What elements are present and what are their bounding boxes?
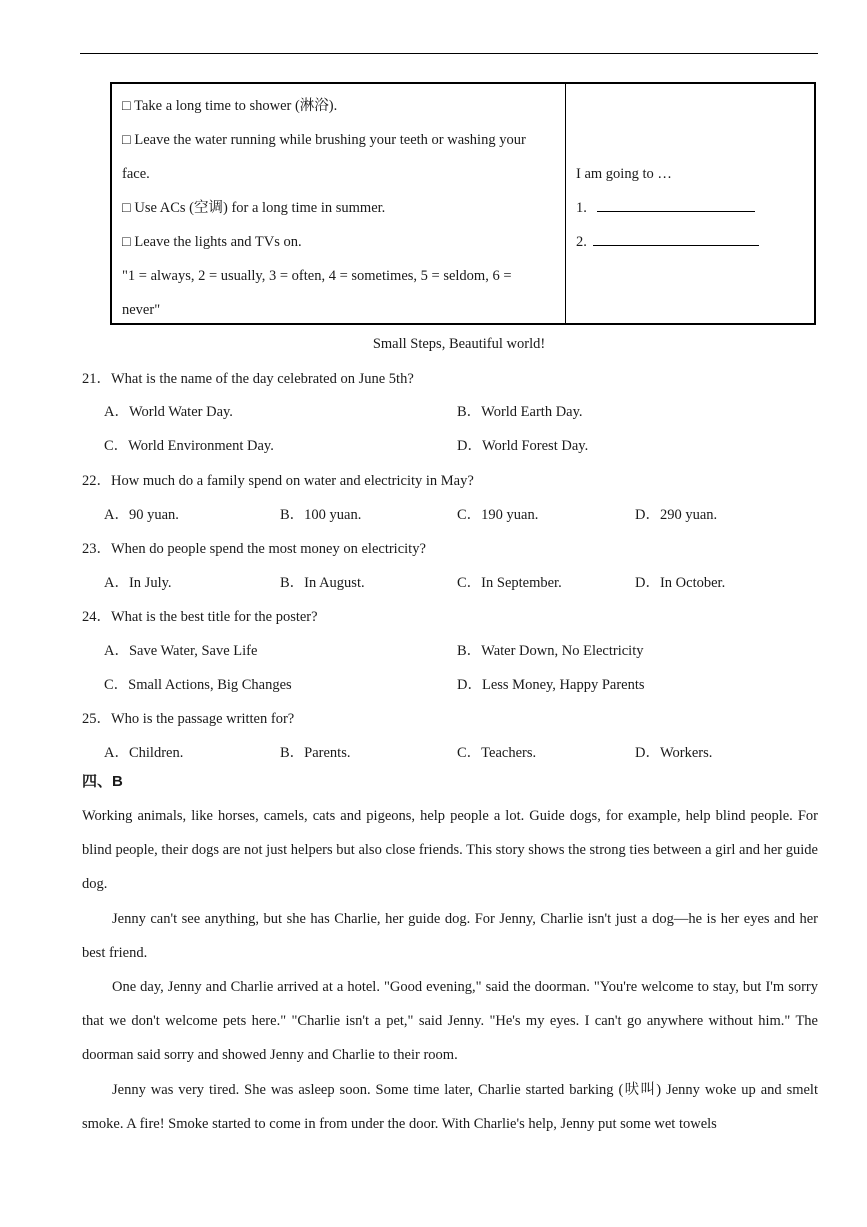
question-text: When do people spend the most money on electricity? xyxy=(111,541,426,557)
option-d[interactable]: D．In October. xyxy=(635,575,726,591)
habit-line: face. xyxy=(122,166,150,182)
fill-in-blank[interactable] xyxy=(597,197,755,212)
reading-passage xyxy=(82,799,818,1141)
plan-item-number: 2. xyxy=(576,234,587,250)
option-a[interactable]: A．In July. xyxy=(104,575,172,591)
survey-plan-cell xyxy=(576,157,806,259)
option-a[interactable]: A．Children. xyxy=(104,745,184,761)
option-c[interactable]: C．Small Actions, Big Changes xyxy=(104,677,292,693)
plan-item-2 xyxy=(576,225,806,259)
plan-intro: I am going to … xyxy=(576,166,672,182)
option-c[interactable]: C．World Environment Day. xyxy=(104,438,274,454)
question-number: 25． xyxy=(82,711,111,727)
survey-habits-cell xyxy=(122,89,566,327)
question-22 xyxy=(82,470,474,492)
passage-paragraph: Working animals, like horses, camels, cats and pigeons, help people a lot. Guide dogs, for example, help blind people. For blind people, their dogs are not just helpers but also close friends. This story shows the strong ties between a girl and her guide dog. xyxy=(82,808,818,893)
question-number: 23． xyxy=(82,541,111,557)
option-a[interactable]: A．Save Water, Save Life xyxy=(104,643,258,659)
habit-line: □ Leave the lights and TVs on. xyxy=(122,234,302,250)
question-text: What is the best title for the poster? xyxy=(111,609,318,625)
passage-paragraph: Jenny can't see anything, but she has Charlie, her guide dog. For Jenny, Charlie isn't just a dog—he is her eyes and her best friend. xyxy=(82,910,818,961)
option-d[interactable]: D．Workers. xyxy=(635,745,713,761)
option-b[interactable]: B．Water Down, No Electricity xyxy=(457,643,644,659)
option-d[interactable]: D．World Forest Day. xyxy=(457,438,589,454)
habit-line: □ Take a long time to shower (淋浴). xyxy=(122,98,338,114)
question-23 xyxy=(82,538,426,560)
section-title: 四、B xyxy=(82,773,123,790)
habit-line: □ Use ACs (空调) for a long time in summer. xyxy=(122,200,386,216)
question-text: Who is the passage written for? xyxy=(111,711,295,727)
option-d[interactable]: D．Less Money, Happy Parents xyxy=(457,677,645,693)
question-24 xyxy=(82,606,318,628)
question-number: 21． xyxy=(82,371,111,387)
question-number: 24． xyxy=(82,609,111,625)
question-21 xyxy=(82,368,414,390)
option-b[interactable]: B．In August. xyxy=(280,575,365,591)
question-25 xyxy=(82,708,294,730)
fill-in-blank[interactable] xyxy=(593,231,759,246)
option-b[interactable]: B．100 yuan. xyxy=(280,507,362,523)
option-c[interactable]: C．In September. xyxy=(457,575,562,591)
header-rule xyxy=(80,53,818,54)
option-b[interactable]: B．World Earth Day. xyxy=(457,404,583,420)
option-d[interactable]: D．290 yuan. xyxy=(635,507,718,523)
option-c[interactable]: C．Teachers. xyxy=(457,745,537,761)
passage-paragraph: Jenny was very tired. She was asleep soon. Some time later, Charlie started barking (吠叫) Jenny woke up and smelt smoke. A fire! Smoke started to come in from under the door. With Charlie's help, Jenny put some wet towels xyxy=(82,1081,818,1132)
passage-paragraph: One day, Jenny and Charlie arrived at a hotel. "Good evening," said the doorman. "You're welcome to stay, but I'm sorry that we don't welcome pets here." "Charlie isn't a pet," said Jenny. "He's my eyes. I can't go anywhere without him." The doorman said sorry and showed Jenny and Charlie to their room. xyxy=(82,979,818,1064)
plan-item-number: 1. xyxy=(576,200,587,216)
question-text: What is the name of the day celebrated on June 5th? xyxy=(111,371,414,387)
question-number: 22． xyxy=(82,473,111,489)
scale-legend: "1 = always, 2 = usually, 3 = often, 4 = sometimes, 5 = seldom, 6 = xyxy=(122,268,512,284)
option-a[interactable]: A．World Water Day. xyxy=(104,404,233,420)
question-text: How much do a family spend on water and electricity in May? xyxy=(111,473,474,489)
scale-legend: never" xyxy=(122,302,161,318)
option-b[interactable]: B．Parents. xyxy=(280,745,351,761)
survey-table xyxy=(110,82,816,325)
plan-item-1 xyxy=(576,191,806,225)
habit-line: □ Leave the water running while brushing your teeth or washing your xyxy=(122,132,526,148)
option-a[interactable]: A．90 yuan. xyxy=(104,507,179,523)
option-c[interactable]: C．190 yuan. xyxy=(457,507,539,523)
poster-caption: Small Steps, Beautiful world! xyxy=(372,336,546,352)
